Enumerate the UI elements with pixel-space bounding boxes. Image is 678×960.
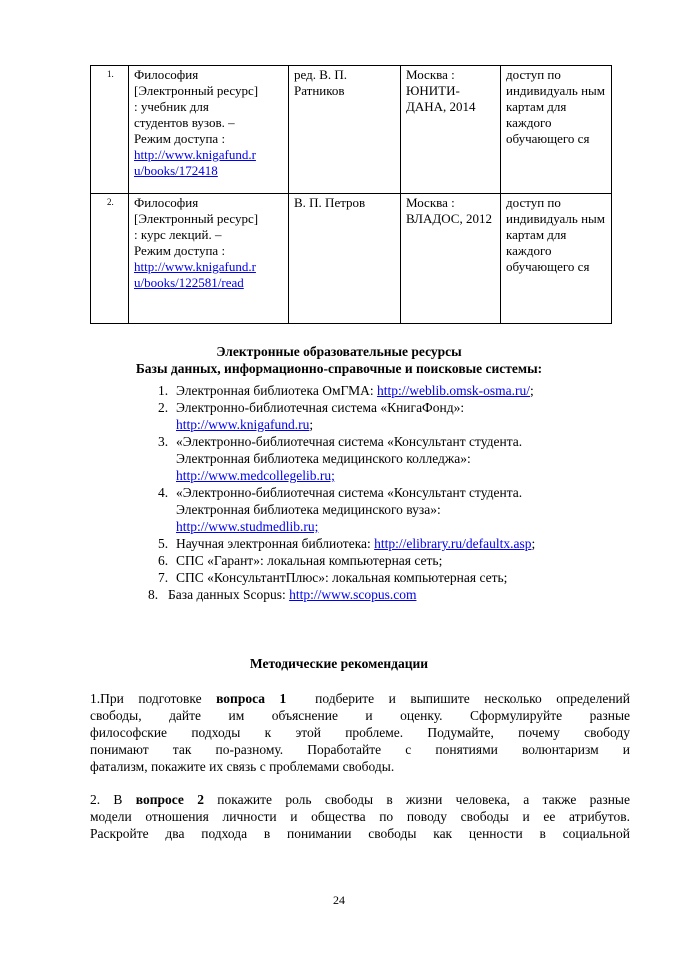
literature-table: [90, 65, 612, 324]
author-cell: В. П. Петров: [289, 194, 401, 324]
title-line: : курс лекций. –: [134, 227, 222, 242]
book-title-cell: [129, 194, 289, 324]
title-line: Философия: [134, 67, 199, 82]
resource-link[interactable]: http://elibrary.ru/defaultx.asp: [374, 536, 532, 551]
author-cell: ред. В. П. Ратников: [289, 66, 401, 194]
resource-link[interactable]: http://weblib.omsk-osma.ru/: [377, 383, 531, 398]
resources-subheading: Базы данных, информационно-справочные и поисковые системы:: [135, 361, 543, 376]
book-url-link[interactable]: http://www.knigafund.r u/books/172418: [134, 147, 256, 178]
page-number: 24: [333, 893, 345, 907]
resource-link[interactable]: http://www.scopus.com: [289, 587, 417, 602]
title-line: Философия: [134, 195, 199, 210]
title-line: студентов вузов. –: [134, 115, 235, 130]
paragraph-question-1: 1.При подготовке вопроса 1 подберите и выпишите несколько определений свободы, дайте им объяснение и оценку. Сформулируйте разные философские подходы к этой проблеме. Подумайте, почему свободу понимают так по-разному. Поработайте с понятиями волюнтаризм и фатализм, покажите их связь с проблемами свободы.: [90, 691, 630, 774]
title-line: [Электронный ресурс]: [134, 83, 259, 98]
publisher-cell: Москва : ЮНИТИ-ДАНА, 2014: [401, 66, 501, 194]
paragraph-question-2: 2. В вопросе 2 покажите роль свободы в жизни человека, а также разные модели отношения личности и общества по поводу свободы и ее атрибутов. Раскройте два подхода в понимании свободы как ценности в социальной: [90, 792, 630, 841]
resources-heading: Электронные образовательные ресурсы: [216, 344, 462, 359]
resources-list: [140, 382, 620, 603]
row-number: 1.: [91, 66, 129, 194]
list-item: 2. Электронно-библиотечная система «КнигаФонд»: http://www.knigafund.ru;: [158, 400, 465, 432]
row-number: 2.: [91, 194, 129, 324]
resource-link[interactable]: http://www.studmedlib.ru;: [176, 519, 319, 534]
list-item: 1. Электронная библиотека ОмГМА: http://weblib.omsk-osma.ru/;: [158, 383, 534, 398]
book-url-link[interactable]: http://www.knigafund.r u/books/122581/read: [134, 259, 256, 290]
access-cell: доступ по индивидуаль ным картам для каждого обучающего ся: [501, 66, 612, 194]
book-title-cell: [129, 66, 289, 194]
resource-link[interactable]: http://www.knigafund.ru: [176, 417, 310, 432]
list-item: 7. СПС «КонсультантПлюс»: локальная компьютерная сеть;: [158, 570, 508, 585]
methods-heading: Методические рекомендации: [249, 656, 429, 671]
title-line: : учебник для: [134, 99, 209, 114]
question-1-bold: вопроса 1: [216, 691, 287, 706]
access-cell: доступ по индивидуаль ным картам для каждого обучающего ся: [501, 194, 612, 324]
title-line: Режим доступа :: [134, 243, 226, 258]
title-line: Режим доступа :: [134, 131, 226, 146]
question-2-bold: вопросе 2: [135, 792, 204, 807]
table-row: [91, 66, 612, 194]
resource-link[interactable]: http://www.medcollegelib.ru;: [176, 468, 335, 483]
list-item: 3. «Электронно-библиотечная система «Консультант студента. Электронная библиотека медицинского колледжа»: http://www.medcollegelib.ru;: [158, 434, 523, 483]
list-item: 4. «Электронно-библиотечная система «Консультант студента. Электронная библиотека медицинского вуза»: http://www.studmedlib.ru;: [158, 485, 523, 534]
title-line: [Электронный ресурс]: [134, 211, 259, 226]
publisher-cell: Москва : ВЛАДОС, 2012: [401, 194, 501, 324]
list-item: 6. СПС «Гарант»: локальная компьютерная сеть;: [158, 553, 443, 568]
list-item: 8. База данных Scopus: http://www.scopus.com: [148, 587, 417, 602]
table-row: [91, 194, 612, 324]
list-item: 5. Научная электронная библиотека: http://elibrary.ru/defaultx.asp;: [158, 536, 536, 551]
